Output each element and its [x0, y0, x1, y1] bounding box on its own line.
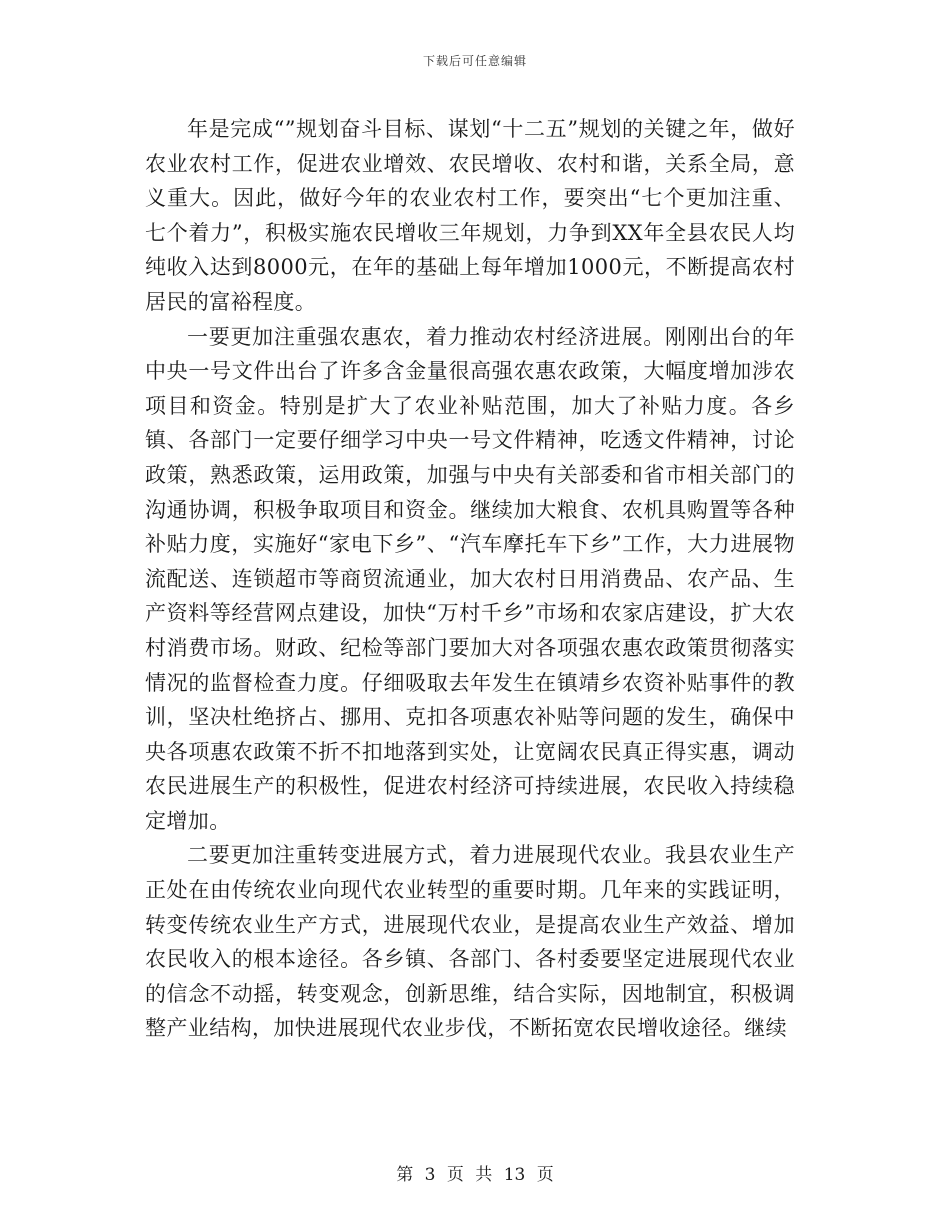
paragraph-point-one: 一要更加注重强农惠农，着力推动农村经济进展。刚刚出台的年中央一号文件出台了许多含金量很高强农惠农政策，大幅度增加涉农项目和资金。特别是扩大了农业补贴范围，加大了补贴力度。各乡镇、各部门一定要仔细学习中央一号文件精神，吃透文件精神，讨论政策，熟悉政策，运用政策，加强与中央有关部委和省市相关部门的沟通协调，积极争取项目和资金。继续加大粮食、农机具购置等各种补贴力度，实施好“家电下乡”、“汽车摩托车下乡”工作，大力进展物流配送、连锁超市等商贸流通业，加大农村日用消费品、农产品、生产资料等经营网点建设，加快“万村千乡”市场和农家店建设，扩大农村消费市场。财政、纪检等部门要加大对各项强农惠农政策贯彻落实情况的监督检查力度。仔细吸取去年发生在镇靖乡农资补贴事件的教训，坚决杜绝挤占、挪用、克扣各项惠农补贴等问题的发生，确保中央各项惠农政策不折不扣地落到实处，让宽阔农民真正得实惠，调动农民进展生产的积极性，促进农村经济可持续进展，农民收入持续稳定增加。 [145, 324, 795, 833]
paragraph-point-two: 二要更加注重转变进展方式，着力进展现代农业。我县农业生产正处在由传统农业向现代农业转型的重要时期。几年来的实践证明，转变传统农业生产方式，进展现代农业，是提高农业生产效益、增加农民收入的根本途径。各乡镇、各部门、各村委要坚定进展现代农业的信念不动摇，转变观念，创新思维，结合实际，因地制宜，积极调整产业结构，加快进展现代农业步伐，不断拓宽农民增收途径。继续 [145, 843, 795, 1041]
document-body [145, 112, 795, 1046]
page-header: 下载后可任意编辑 [422, 54, 527, 68]
page-number-footer: 第 3 页 共 13 页 [396, 1165, 554, 1185]
paragraph-intro: 年是完成“”规划奋斗目标、谋划“十二五”规划的关键之年，做好农业农村工作，促进农业增效、农民增收、农村和谐，关系全局，意义重大。因此，做好今年的农业农村工作，要突出“七个更加注重、七个着力”，积极实施农民增收三年规划，力争到XX年全县农民人均纯收入达到8000元，在年的基础上每年增加1000元，不断提高农村居民的富裕程度。 [145, 117, 795, 314]
